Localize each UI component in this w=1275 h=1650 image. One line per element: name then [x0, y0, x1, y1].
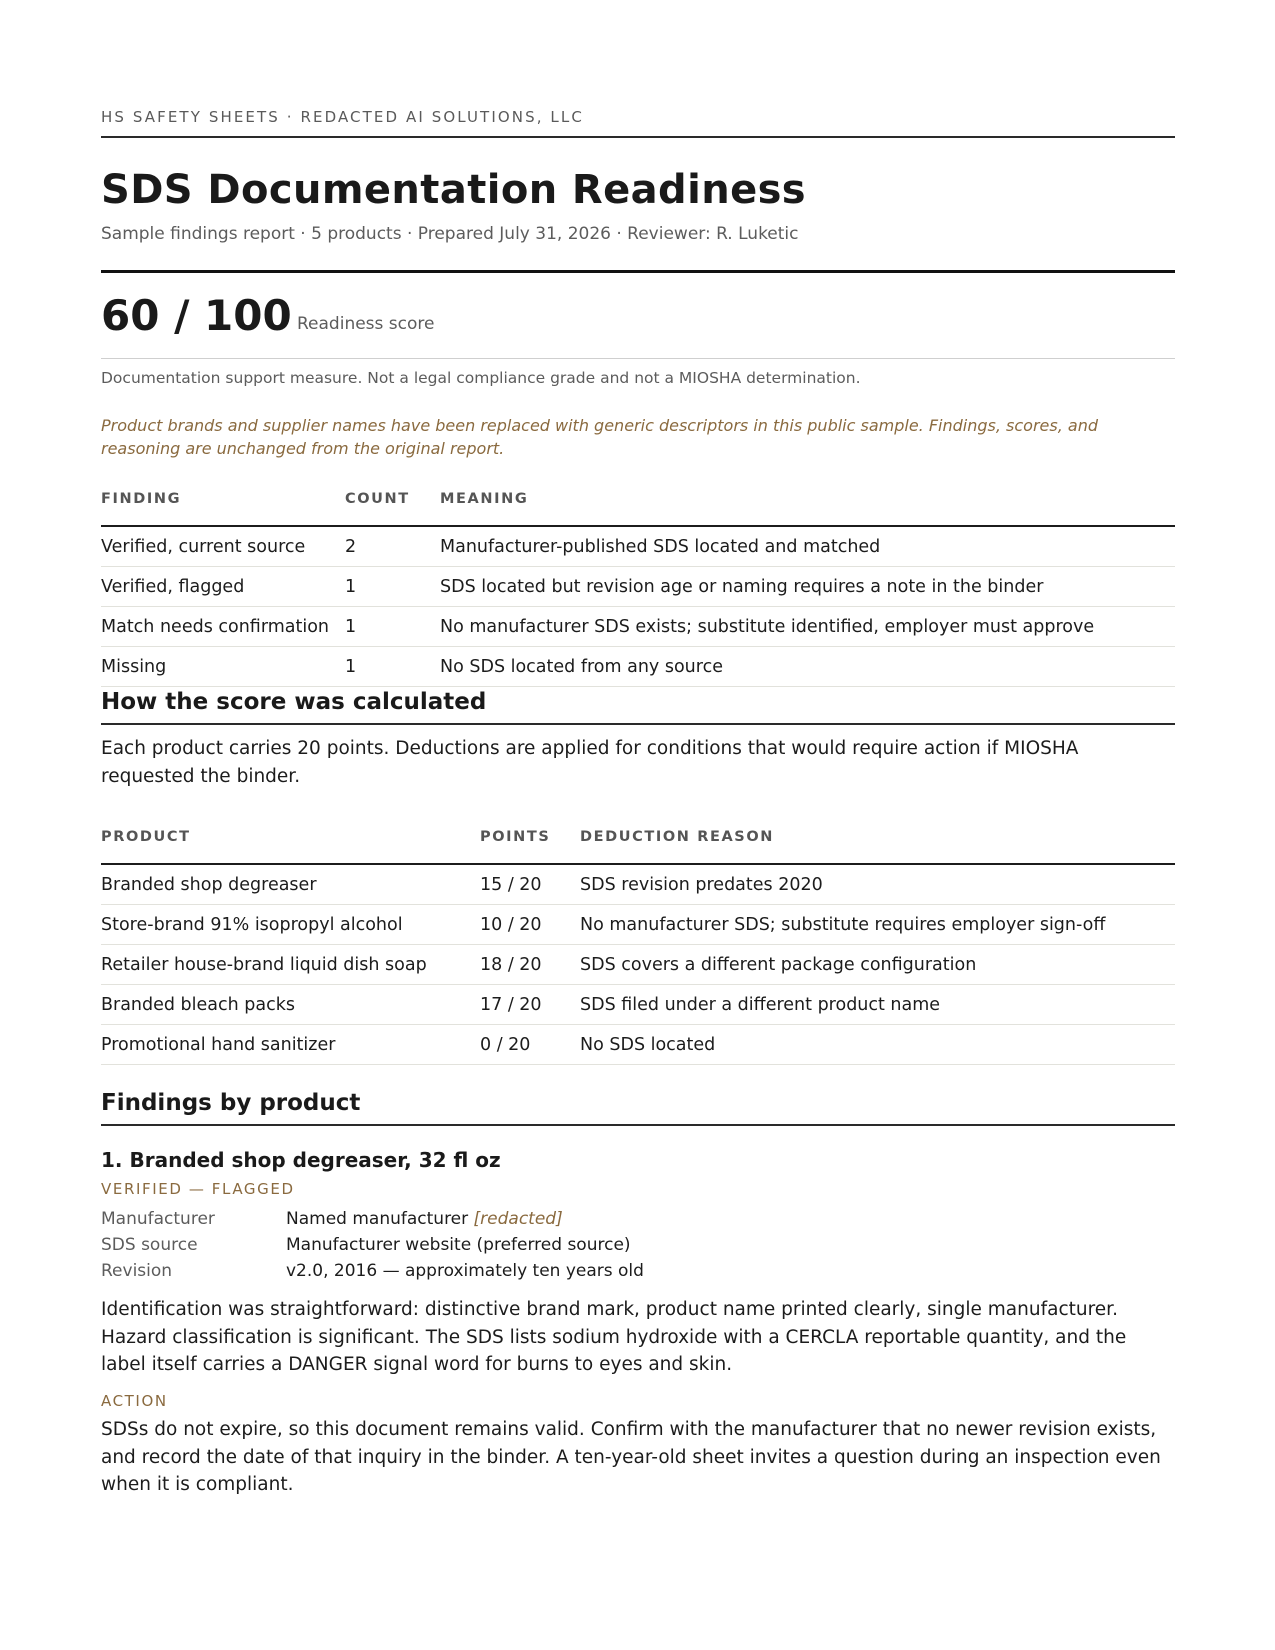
- table-header-row: [101, 822, 1175, 864]
- column-header-meaning: MEANING: [440, 484, 1175, 526]
- meaning-cell: No SDS located from any source: [440, 647, 1175, 687]
- page-title: SDS Documentation Readiness: [101, 167, 807, 213]
- section-divider: [101, 1124, 1175, 1126]
- product-cell: Promotional hand sanitizer: [101, 1025, 480, 1065]
- points-cell: 10 / 20: [480, 905, 580, 945]
- section-heading-score: How the score was calculated: [101, 689, 487, 715]
- points-cell: 0 / 20: [480, 1025, 580, 1065]
- section-heading-findings: Findings by product: [101, 1090, 361, 1116]
- count-cell: 1: [345, 647, 440, 687]
- table-row: [101, 647, 1175, 687]
- table-row: [101, 526, 1175, 567]
- detail-value: [286, 1207, 563, 1232]
- column-header-count: COUNT: [345, 484, 440, 526]
- column-header-finding: FINDING: [101, 484, 345, 526]
- finding-cell: Verified, flagged: [101, 567, 345, 607]
- table-header-row: [101, 484, 1175, 526]
- product-status-label: VERIFIED — FLAGGED: [101, 1180, 295, 1198]
- action-paragraph: SDSs do not expire, so this document remains valid. Confirm with the manufacturer that no newer revision exists, and record the date of that inquiry in the binder. A ten-year-old sheet invites a question during an inspection even when it is compliant.: [101, 1419, 1161, 1495]
- manufacturer-name: Named manufacturer: [286, 1209, 469, 1229]
- table-row: [101, 864, 1175, 905]
- count-cell: 1: [345, 567, 440, 607]
- redacted-marker: [redacted]: [473, 1209, 563, 1229]
- table-row: [101, 945, 1175, 985]
- finding-cell: Missing: [101, 647, 345, 687]
- findings-summary-table: [101, 484, 1175, 687]
- table-row: [101, 905, 1175, 945]
- product-cell: Branded bleach packs: [101, 985, 480, 1025]
- meaning-cell: SDS located but revision age or naming requires a note in the binder: [440, 567, 1175, 607]
- points-cell: 17 / 20: [480, 985, 580, 1025]
- table-row: [101, 607, 1175, 647]
- detail-label: SDS source: [101, 1235, 198, 1255]
- report-eyebrow: HS SAFETY SHEETS · REDACTED AI SOLUTIONS, LLC: [101, 108, 584, 126]
- readiness-score-label: Readiness score: [297, 314, 435, 334]
- action-label: ACTION: [101, 1392, 168, 1410]
- finding-cell: Match needs confirmation: [101, 607, 345, 647]
- detail-value: Manufacturer website (preferred source): [286, 1235, 631, 1255]
- reason-cell: SDS filed under a different product name: [580, 985, 1175, 1025]
- reason-cell: SDS revision predates 2020: [580, 864, 1175, 905]
- meaning-cell: Manufacturer-published SDS located and matched: [440, 526, 1175, 567]
- column-header-deduction-reason: DEDUCTION REASON: [580, 822, 1175, 864]
- reason-cell: SDS covers a different package configuration: [580, 945, 1175, 985]
- readiness-score-value: 60 / 100: [101, 291, 292, 340]
- column-header-product: PRODUCT: [101, 822, 480, 864]
- count-cell: 1: [345, 607, 440, 647]
- title-divider: [101, 270, 1175, 273]
- score-breakdown-table: [101, 822, 1175, 1065]
- points-cell: 18 / 20: [480, 945, 580, 985]
- page-subtitle: Sample findings report · 5 products · Prepared July 31, 2026 · Reviewer: R. Luketic: [101, 224, 799, 244]
- product-cell: Branded shop degreaser: [101, 864, 480, 905]
- points-cell: 15 / 20: [480, 864, 580, 905]
- detail-label: Revision: [101, 1261, 173, 1281]
- score-disclaimer: Documentation support measure. Not a legal compliance grade and not a MIOSHA determination.: [101, 369, 861, 387]
- section-divider: [101, 723, 1175, 725]
- column-header-points: POINTS: [480, 822, 580, 864]
- finding-cell: Verified, current source: [101, 526, 345, 567]
- score-intro-paragraph: Each product carries 20 points. Deductions are applied for conditions that would require action if MIOSHA requested the binder.: [101, 738, 1079, 787]
- table-row: [101, 1025, 1175, 1065]
- reason-cell: No SDS located: [580, 1025, 1175, 1065]
- reason-cell: No manufacturer SDS; substitute requires employer sign-off: [580, 905, 1175, 945]
- product-heading: 1. Branded shop degreaser, 32 fl oz: [101, 1148, 501, 1172]
- detail-label: Manufacturer: [101, 1209, 215, 1229]
- product-finding-paragraph: Identification was straightforward: distinctive brand mark, product name printed clearly, single manufacturer. Hazard classification is significant. The SDS lists sodium hydroxide with a CERCLA reportable quantity, and the label itself carries a DANGER signal word for burns to eyes and skin.: [101, 1299, 1127, 1375]
- redaction-note: Product brands and supplier names have been replaced with generic descriptors in this public sample. Findings, scores, and reasoning are unchanged from the original report.: [101, 416, 1098, 458]
- score-divider: [101, 358, 1175, 359]
- table-row: [101, 985, 1175, 1025]
- product-cell: Retailer house-brand liquid dish soap: [101, 945, 480, 985]
- detail-value: v2.0, 2016 — approximately ten years old: [286, 1261, 644, 1281]
- meaning-cell: No manufacturer SDS exists; substitute identified, employer must approve: [440, 607, 1175, 647]
- table-row: [101, 567, 1175, 607]
- product-cell: Store-brand 91% isopropyl alcohol: [101, 905, 480, 945]
- header-divider: [101, 136, 1175, 138]
- count-cell: 2: [345, 526, 440, 567]
